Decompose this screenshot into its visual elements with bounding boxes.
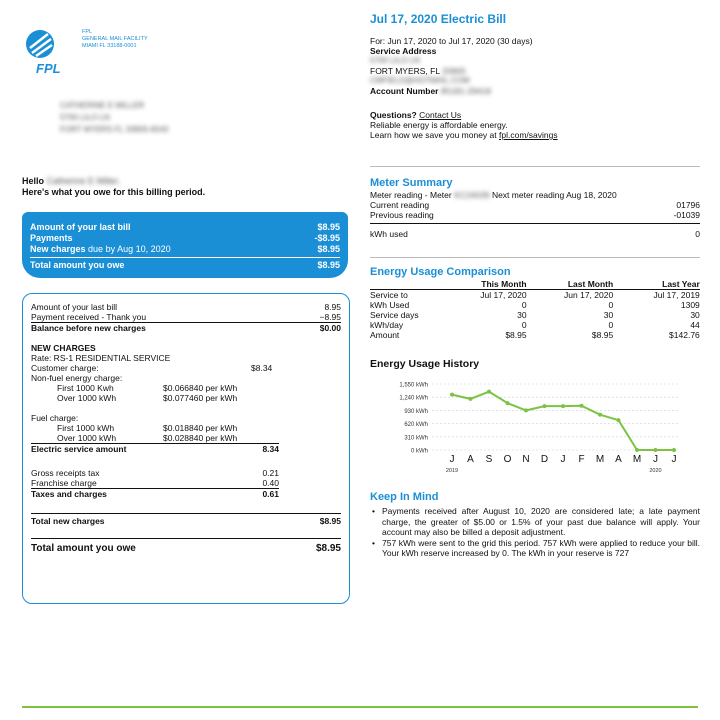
nonfuel-label: Non-fuel energy charge: (31, 373, 123, 383)
gross-receipts-tax: Gross receipts tax 0.21 (31, 468, 279, 478)
new-charges-title: NEW CHARGES (31, 343, 96, 353)
fuel-tier-1: First 1000 kWh $0.018840 per kWh (57, 423, 238, 433)
savings-line: Learn how we save you money at fpl.com/savings (370, 130, 558, 140)
y-tick-label: 930 kWh (404, 408, 428, 415)
rate-label: Rate: RS-1 RESIDENTIAL SERVICE (31, 353, 171, 363)
x-tick-label: A (615, 454, 622, 465)
svg-text:FPL: FPL (36, 61, 61, 76)
summary-box (22, 212, 348, 278)
x-tick-label: J (671, 454, 677, 465)
y-tick-label: 1,550 kWh (399, 382, 428, 389)
electric-service-amount: Electric service amount 8.34 (31, 444, 279, 454)
footer-rule (22, 706, 698, 708)
detail-last-bill: Amount of your last bill 8.95 (31, 302, 341, 312)
year-label-end: 2020 (649, 468, 662, 474)
customer-address: CATHERINE E MILLER 5700 LILO LN FORT MYERS FL 33905-6543 (60, 101, 169, 134)
detail-payment: Payment received - Thank you −8.95 (31, 312, 341, 322)
nonfuel-tier-2: Over 1000 kWh $0.077460 per kWh (57, 393, 238, 403)
total-new-charges: Total new charges $8.95 (31, 513, 341, 526)
bill-title: Jul 17, 2020 Electric Bill (370, 12, 507, 26)
usage-line (452, 392, 674, 450)
usage-point (561, 404, 565, 408)
x-tick-label: J (560, 454, 566, 465)
summary-total: Total amount you owe $8.95 (30, 257, 340, 268)
usage-comparison-title: Energy Usage Comparison (370, 266, 511, 278)
questions-line: Questions? Contact Us (370, 110, 462, 120)
usage-point (450, 393, 454, 397)
x-tick-label: J (449, 454, 455, 465)
comparison-row: Amount $8.95 $8.95 $142.76 (370, 330, 700, 340)
summary-row-last-bill: Amount of your last bill $8.95 (30, 222, 340, 232)
usage-point (672, 448, 676, 452)
usage-point (580, 404, 584, 408)
usage-point (543, 404, 547, 408)
usage-point (598, 413, 602, 417)
x-tick-label: N (522, 454, 530, 465)
comparison-header: This Month Last Month Last Year (481, 279, 700, 289)
service-address-label: Service Address (370, 46, 437, 56)
fuel-label: Fuel charge: (31, 413, 79, 423)
x-tick-label: M (632, 454, 642, 465)
keep-in-mind-title: Keep In Mind (370, 491, 439, 503)
usage-point (506, 401, 510, 405)
y-tick-label: 620 kWh (404, 422, 428, 429)
kwh-used: kWh used 0 (370, 229, 700, 239)
usage-history-title: Energy Usage History (370, 358, 480, 370)
service-city: FORT MYERS, FL 33905 (370, 66, 466, 76)
previous-reading: Previous reading -01039 (370, 210, 700, 220)
fpl-logo (20, 26, 84, 76)
usage-point (469, 397, 473, 401)
usage-point (487, 390, 491, 394)
savings-link[interactable]: fpl.com/savings (499, 130, 558, 140)
x-tick-label: O (503, 454, 512, 465)
account-number: Account Number 85181-29418 (370, 86, 491, 96)
keep-in-mind (370, 490, 700, 559)
x-tick-label: D (540, 454, 549, 465)
y-tick-label: 1,240 kWh (399, 395, 428, 402)
x-tick-label: J (653, 454, 658, 465)
x-tick-label: A (467, 454, 474, 465)
x-tick-label: M (595, 454, 605, 465)
year-label-start: 2019 (445, 468, 459, 474)
charges-detail-box (22, 293, 350, 604)
comparison-row: Service to Jul 17, 2020 Jun 17, 2020 Jul 17, 2019 (370, 290, 700, 300)
divider-mid (370, 257, 700, 258)
bill-period: For: Jun 17, 2020 to Jul 17, 2020 (30 days) (370, 36, 533, 46)
franchise-charge: Franchise charge 0.40 (31, 478, 279, 488)
service-email: CMFIELD@HOTMAIL.COM (370, 76, 470, 85)
usage-comparison (370, 265, 700, 340)
meter-summary (370, 176, 700, 239)
keep-in-mind-item: • 757 kWh were sent to the grid this period. 757 kWh were applied to reduce your bill. Your kWh reserve increased by 0. The kWh in your reserve is 727 (370, 538, 700, 559)
meter-summary-title: Meter Summary (370, 177, 453, 189)
divider-top (370, 166, 700, 167)
nonfuel-tier-1: First 1000 Kwh $0.066840 per kWh (57, 383, 238, 393)
keep-in-mind-item: • Payments received after August 10, 2020 are considered late; a late payment charge, the greater of $5.00 or 1.5% of your past due balance will apply. Your account may also be billed a deposit adjustment. (370, 506, 700, 538)
total-amount-owe: Total amount you owe $8.95 (31, 538, 341, 555)
usage-history-title-wrap (370, 358, 700, 371)
usage-point (654, 448, 658, 452)
comparison-row: kWh/day 0 0 44 (370, 320, 700, 330)
x-tick-label: F (578, 454, 585, 465)
x-tick-label: S (485, 454, 493, 465)
usage-history-svg (370, 376, 690, 476)
detail-balance: Balance before new charges $0.00 (31, 323, 341, 333)
meter-reading-line: Meter reading - Meter KC24039 Next meter reading Aug 18, 2020 (370, 190, 617, 200)
comparison-row: kWh Used 0 0 1309 (370, 300, 700, 310)
service-street: 5700 LILO LN (370, 56, 420, 65)
y-tick-label: 0 kWh (410, 448, 428, 455)
contact-us-link[interactable]: Contact Us (419, 110, 462, 120)
greeting: Hello Catherine E Miller, Here's what you owe for this billing period. (22, 176, 206, 197)
usage-history-chart (370, 376, 690, 476)
bill-header (370, 12, 700, 140)
fuel-tier-2: Over 1000 kWh $0.028840 per kWh (57, 433, 238, 443)
usage-point (635, 448, 639, 452)
current-reading: Current reading 01796 (370, 200, 700, 210)
usage-point (524, 408, 528, 412)
customer-charge: Customer charge: $8.34 (31, 363, 273, 373)
usage-point (617, 418, 621, 422)
summary-row-new-charges: New charges due by Aug 10, 2020 $8.95 (30, 244, 340, 254)
y-tick-label: 310 kWh (404, 435, 428, 442)
taxes-and-charges: Taxes and charges 0.61 (31, 489, 279, 499)
summary-row-payments: Payments -$8.95 (30, 233, 340, 243)
mail-facility: FPL GENERAL MAIL FACILITY MIAMI FL 33188-0001 (82, 29, 148, 49)
tagline: Reliable energy is affordable energy. (370, 120, 508, 130)
comparison-row: Service days 30 30 30 (370, 310, 700, 320)
